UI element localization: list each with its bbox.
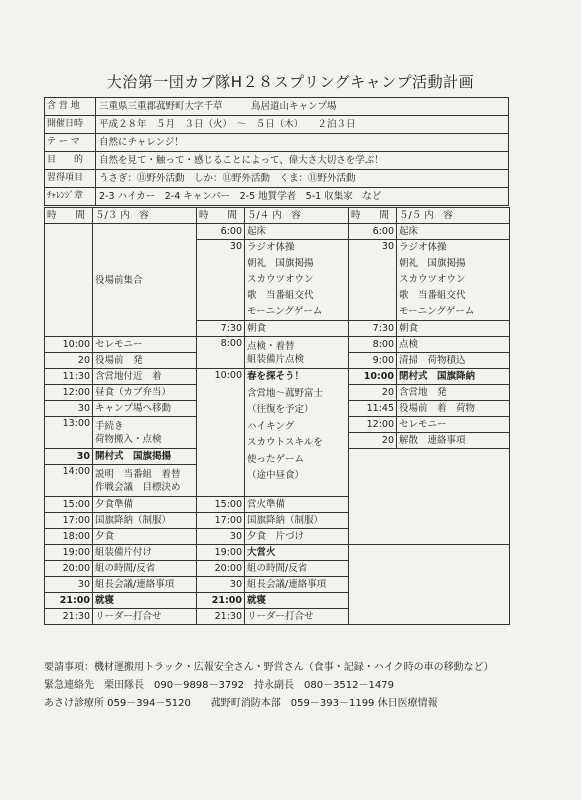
time-cell: 21:30 [45, 609, 93, 625]
schedule-item: 営火準備 [245, 497, 349, 513]
activity-line: 含営地～菰野富士 [247, 387, 324, 399]
activity-line: （往復を予定） [247, 404, 314, 415]
time-cell: 20 [45, 353, 93, 369]
time-cell: 6:00 [197, 224, 245, 240]
info-value: 三重県三重郡菰野町大字千草 鳥居道山キャンプ場 [96, 98, 509, 116]
schedule-item: リーダー打合せ [245, 609, 349, 625]
activity-line: モーニングゲーム [399, 306, 475, 317]
info-key: 含 営 地 [45, 98, 96, 116]
schedule-item: 起床 [245, 224, 349, 240]
activity-line: ラジオ体操 [247, 242, 295, 253]
empty-cell [349, 545, 510, 625]
info-key: 習得項目 [45, 170, 96, 188]
schedule-item [245, 369, 349, 497]
time-cell: 20:00 [197, 561, 245, 577]
request-note: 要請事項：機材運搬用トラック・広報安全さん・野営さん（食事・記録・ハイク時の車の移動など） [44, 662, 494, 673]
info-value: うさぎ：⑪野外活動 しか：⑪野外活動 くま：⑪野外活動 [96, 170, 509, 188]
time-cell: 11:45 [349, 401, 397, 417]
schedule-item: キャンプ場へ移動 [93, 401, 197, 417]
schedule-item: 役場前 着 荷物 [397, 401, 510, 417]
header-day3: ５/５ 内 容 [397, 208, 510, 224]
activity-line: 歌 当番組交代 [247, 290, 314, 301]
activity-line: 使ったゲーム [247, 453, 305, 465]
activity-line: 春を探そう！ [247, 371, 305, 382]
schedule-item: 組長会議/連絡事項 [245, 577, 349, 593]
schedule-item: 開村式 国旗掲揚 [93, 449, 197, 465]
time-cell: 7:30 [197, 321, 245, 337]
time-cell: 13:00 [45, 417, 93, 449]
schedule-item: 朝食 [245, 321, 349, 337]
activity-line: 手続き [95, 420, 124, 432]
time-cell [45, 224, 93, 337]
time-cell: 12:00 [349, 417, 397, 433]
activity-line: スカウツオウン [247, 274, 314, 285]
time-cell: 30 [197, 577, 245, 593]
schedule-item: 大営火 [245, 545, 349, 561]
schedule-item: 国旗降納（制服） [245, 513, 349, 529]
activity-line: 作戦会議 目標決め [95, 481, 181, 493]
time-cell: 10:00 [197, 369, 245, 497]
page-title: 大治第一団カブ隊H２８スプリングキャンプ活動計画 [106, 73, 475, 91]
header-day1: ５/３ 内 容 [93, 208, 197, 224]
schedule-item [93, 417, 197, 449]
time-cell: 15:00 [197, 497, 245, 513]
header-time: 時 間 [349, 208, 397, 224]
time-cell: 12:00 [45, 385, 93, 401]
schedule-item: 閉村式 国旗降納 [397, 369, 510, 385]
time-cell: 17:00 [197, 513, 245, 529]
time-cell: 30 [45, 449, 93, 465]
schedule-item: 含営地 発 [397, 385, 510, 401]
time-cell: 11:30 [45, 369, 93, 385]
time-cell: 20 [349, 433, 397, 449]
activity-line: モーニングゲーム [247, 306, 323, 317]
emergency-contact: 緊急連絡先 栗田隊長 090－9898－3792 持永副長 080－3512－1479 [44, 680, 394, 691]
time-cell: 7:30 [349, 321, 397, 337]
schedule-item: 朝食 [397, 321, 510, 337]
schedule-item [245, 240, 349, 321]
time-cell: 19:00 [45, 545, 93, 561]
time-cell: 9:00 [349, 353, 397, 369]
schedule-item: 点検 [397, 337, 510, 353]
activity-line: 朝礼 国旗掲揚 [399, 258, 466, 269]
schedule-item: リーダー打合せ [93, 609, 197, 625]
header-day2: ５/４ 内 容 [245, 208, 349, 224]
time-cell: 8:00 [349, 337, 397, 353]
schedule-table [44, 207, 510, 625]
info-table [44, 97, 509, 206]
schedule-item: 夕食 [93, 529, 197, 545]
schedule-item: 就寝 [93, 593, 197, 609]
schedule-item: 役場前 発 [93, 353, 197, 369]
info-key: 開催日時 [45, 116, 96, 134]
time-cell: 30 [197, 529, 245, 545]
info-key: テ ー マ [45, 134, 96, 152]
info-value: 自然にチャレンジ！ [96, 134, 509, 152]
info-key: ﾁｬﾚﾝｼﾞ章 [45, 188, 96, 206]
footer-notes [44, 659, 544, 713]
time-cell: 20 [349, 385, 397, 401]
schedule-item: セレモニー [93, 337, 197, 353]
info-value: 2-3 ハイカー 2-4 キャンパー 2-5 地質学者 5-1 収集家 など [96, 188, 509, 206]
time-cell: 10:00 [349, 369, 397, 385]
header-time: 時 間 [197, 208, 245, 224]
schedule-item: 組の時間/反省 [93, 561, 197, 577]
time-cell: 17:00 [45, 513, 93, 529]
schedule-item [397, 240, 510, 321]
activity-line: スカウツオウン [399, 274, 466, 285]
empty-cell [349, 449, 510, 545]
schedule-item: セレモニー [397, 417, 510, 433]
time-cell: 30 [197, 240, 245, 321]
schedule-item: 夕食 片づけ [245, 529, 349, 545]
time-cell: 10:00 [45, 337, 93, 353]
time-cell: 21:00 [197, 593, 245, 609]
time-cell: 30 [45, 577, 93, 593]
activity-line: 組装備片点検 [247, 353, 305, 365]
time-cell: 8:00 [197, 337, 245, 369]
schedule-item: 起床 [397, 224, 510, 240]
time-cell: 21:30 [197, 609, 245, 625]
activity-line: 歌 当番組交代 [399, 290, 466, 301]
schedule-item: 国旗降納（制服） [93, 513, 197, 529]
schedule-item [245, 337, 349, 369]
time-cell: 30 [45, 401, 93, 417]
activity-line: ラジオ体操 [399, 242, 447, 253]
activity-line: 点検・着替 [247, 340, 295, 352]
schedule-item: 組の時間/反省 [245, 561, 349, 577]
time-cell: 18:00 [45, 529, 93, 545]
header-time: 時 間 [45, 208, 93, 224]
schedule-item: 役場前集合 [93, 224, 197, 337]
schedule-item: 組装備片付け [93, 545, 197, 561]
time-cell: 14:00 [45, 465, 93, 497]
info-value: 自然を見て・触って・感じることによって、偉大さ大切さを学ぶ！ [96, 152, 509, 170]
info-value: 平成２８年 ５月 ３日（火） ～ ５日（木） ２泊３日 [96, 116, 509, 134]
schedule-item: 組長会議/連絡事項 [93, 577, 197, 593]
schedule-item [93, 465, 197, 497]
schedule-item: 就寝 [245, 593, 349, 609]
time-cell: 19:00 [197, 545, 245, 561]
schedule-item: 解散 連絡事項 [397, 433, 510, 449]
schedule-item: 夕食準備 [93, 497, 197, 513]
time-cell: 21:00 [45, 593, 93, 609]
time-cell: 15:00 [45, 497, 93, 513]
time-cell: 6:00 [349, 224, 397, 240]
time-cell: 20:00 [45, 561, 93, 577]
activity-line: ハイキング [247, 420, 295, 432]
schedule-item: 昼食（カブ弁当） [93, 385, 197, 401]
activity-line: 荷物搬入・点検 [95, 433, 162, 445]
activity-line: （途中昼食） [247, 470, 305, 481]
activity-line: 朝礼 国旗掲揚 [247, 258, 314, 269]
activity-line: スカウトスキルを [247, 437, 323, 448]
schedule-item: 含営地付近 着 [93, 369, 197, 385]
activity-line: 説明 当番組 着替 [95, 468, 181, 480]
medical-contact: あさけ診療所 059－394－5120 菰野町消防本部 059－393－1199 休日医療情報 [44, 698, 438, 709]
schedule-item: 清掃 荷物積込 [397, 353, 510, 369]
time-cell: 30 [349, 240, 397, 321]
info-key: 目 的 [45, 152, 96, 170]
